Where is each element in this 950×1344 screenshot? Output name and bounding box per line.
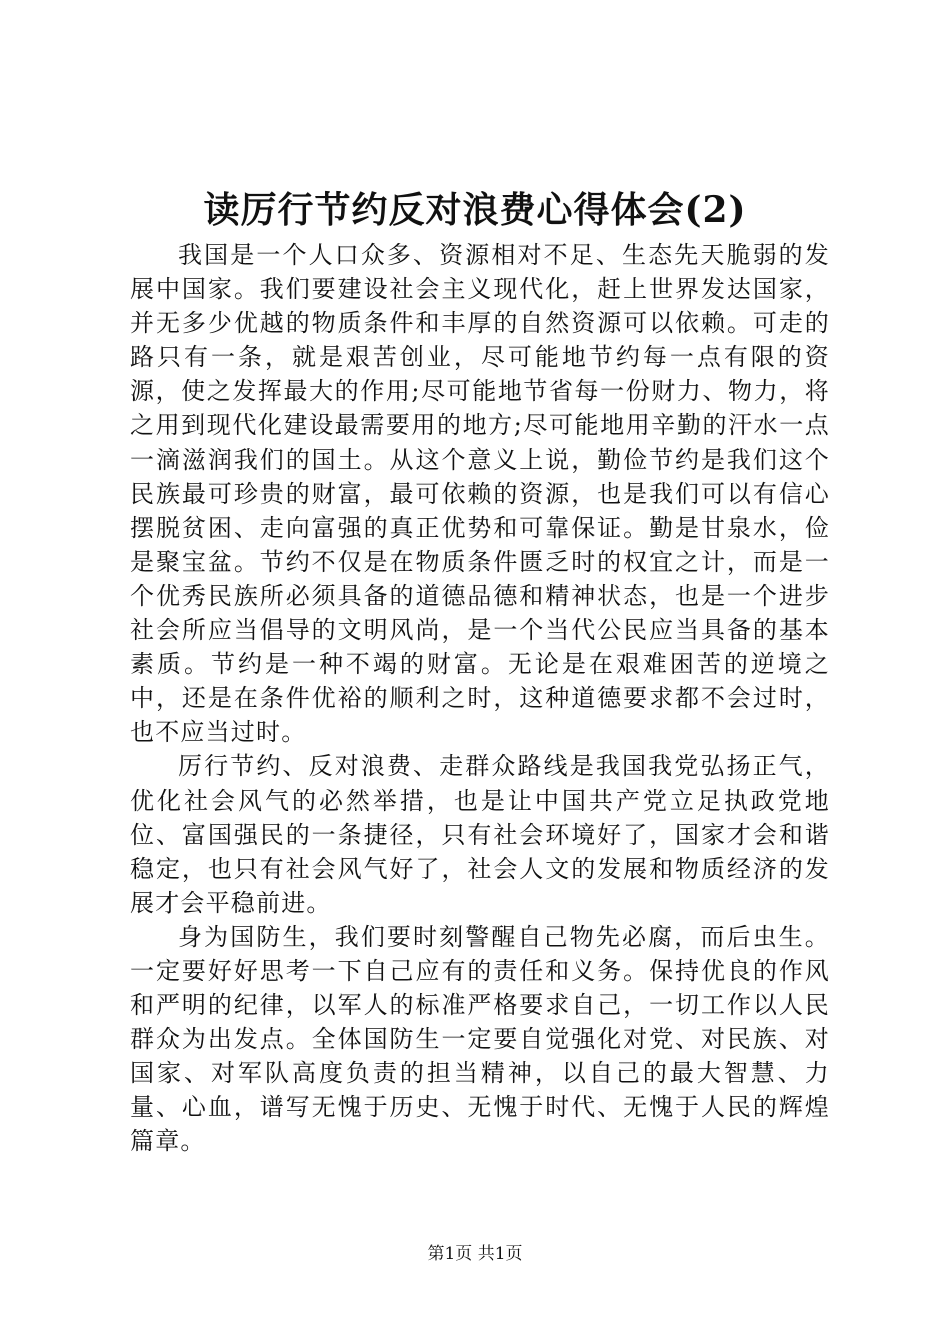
paragraph-2: 厉行节约、反对浪费、走群众路线是我国我党弘扬正气，优化社会风气的必然举措，也是让中国共产党立足执政党地位、富国强民的一条捷径，只有社会环境好了，国家才会和谐稳定，也只有社会风气好了，社会人文的发展和物质经济的发展才会平稳前进。 [130, 752, 830, 917]
paragraph-1: 我国是一个人口众多、资源相对不足、生态先天脆弱的发展中国家。我们要建设社会主义现代化，赶上世界发达国家，并无多少优越的物质条件和丰厚的自然资源可以依赖。可走的路只有一条，就是艰苦创业，尽可能地节约每一点有限的资源，使之发挥最大的作用;尽可能地节省每一份财力、物力，将之用到现代化建设最需要用的地方;尽可能地用辛勤的汗水一点一滴滋润我们的国土。从这个意义上说，勤俭节约是我们这个民族最可珍贵的财富，最可依赖的资源，也是我们可以有信心摆脱贫困、走向富强的真正优势和可靠保证。勤是甘泉水，俭是聚宝盆。节约不仅是在物质条件匮乏时的权宜之计，而是一个优秀民族所必须具备的道德品德和精神状态，也是一个进步社会所应当倡导的文明风尚，是一个当代公民应当具备的基本素质。节约是一种不竭的财富。无论是在艰难困苦的逆境之中，还是在条件优裕的顺利之时，这种道德要求都不会过时，也不应当过时。 [130, 241, 830, 747]
document-title: 读厉行节约反对浪费心得体会(2) [203, 189, 747, 231]
page-number-footer: 第1页 共1页 [427, 1244, 523, 1264]
paragraph-3: 身为国防生，我们要时刻警醒自己物先必腐，而后虫生。一定要好好思考一下自己应有的责任和义务。保持优良的作风和严明的纪律，以军人的标准严格要求自己，一切工作以人民群众为出发点。全体国防生一定要自觉强化对党、对民族、对国家、对军队高度负责的担当精神，以自己的最大智慧、力量、心血，谱写无愧于历史、无愧于时代、无愧于人民的辉煌篇章。 [130, 922, 830, 1156]
document-body [130, 238, 830, 1159]
